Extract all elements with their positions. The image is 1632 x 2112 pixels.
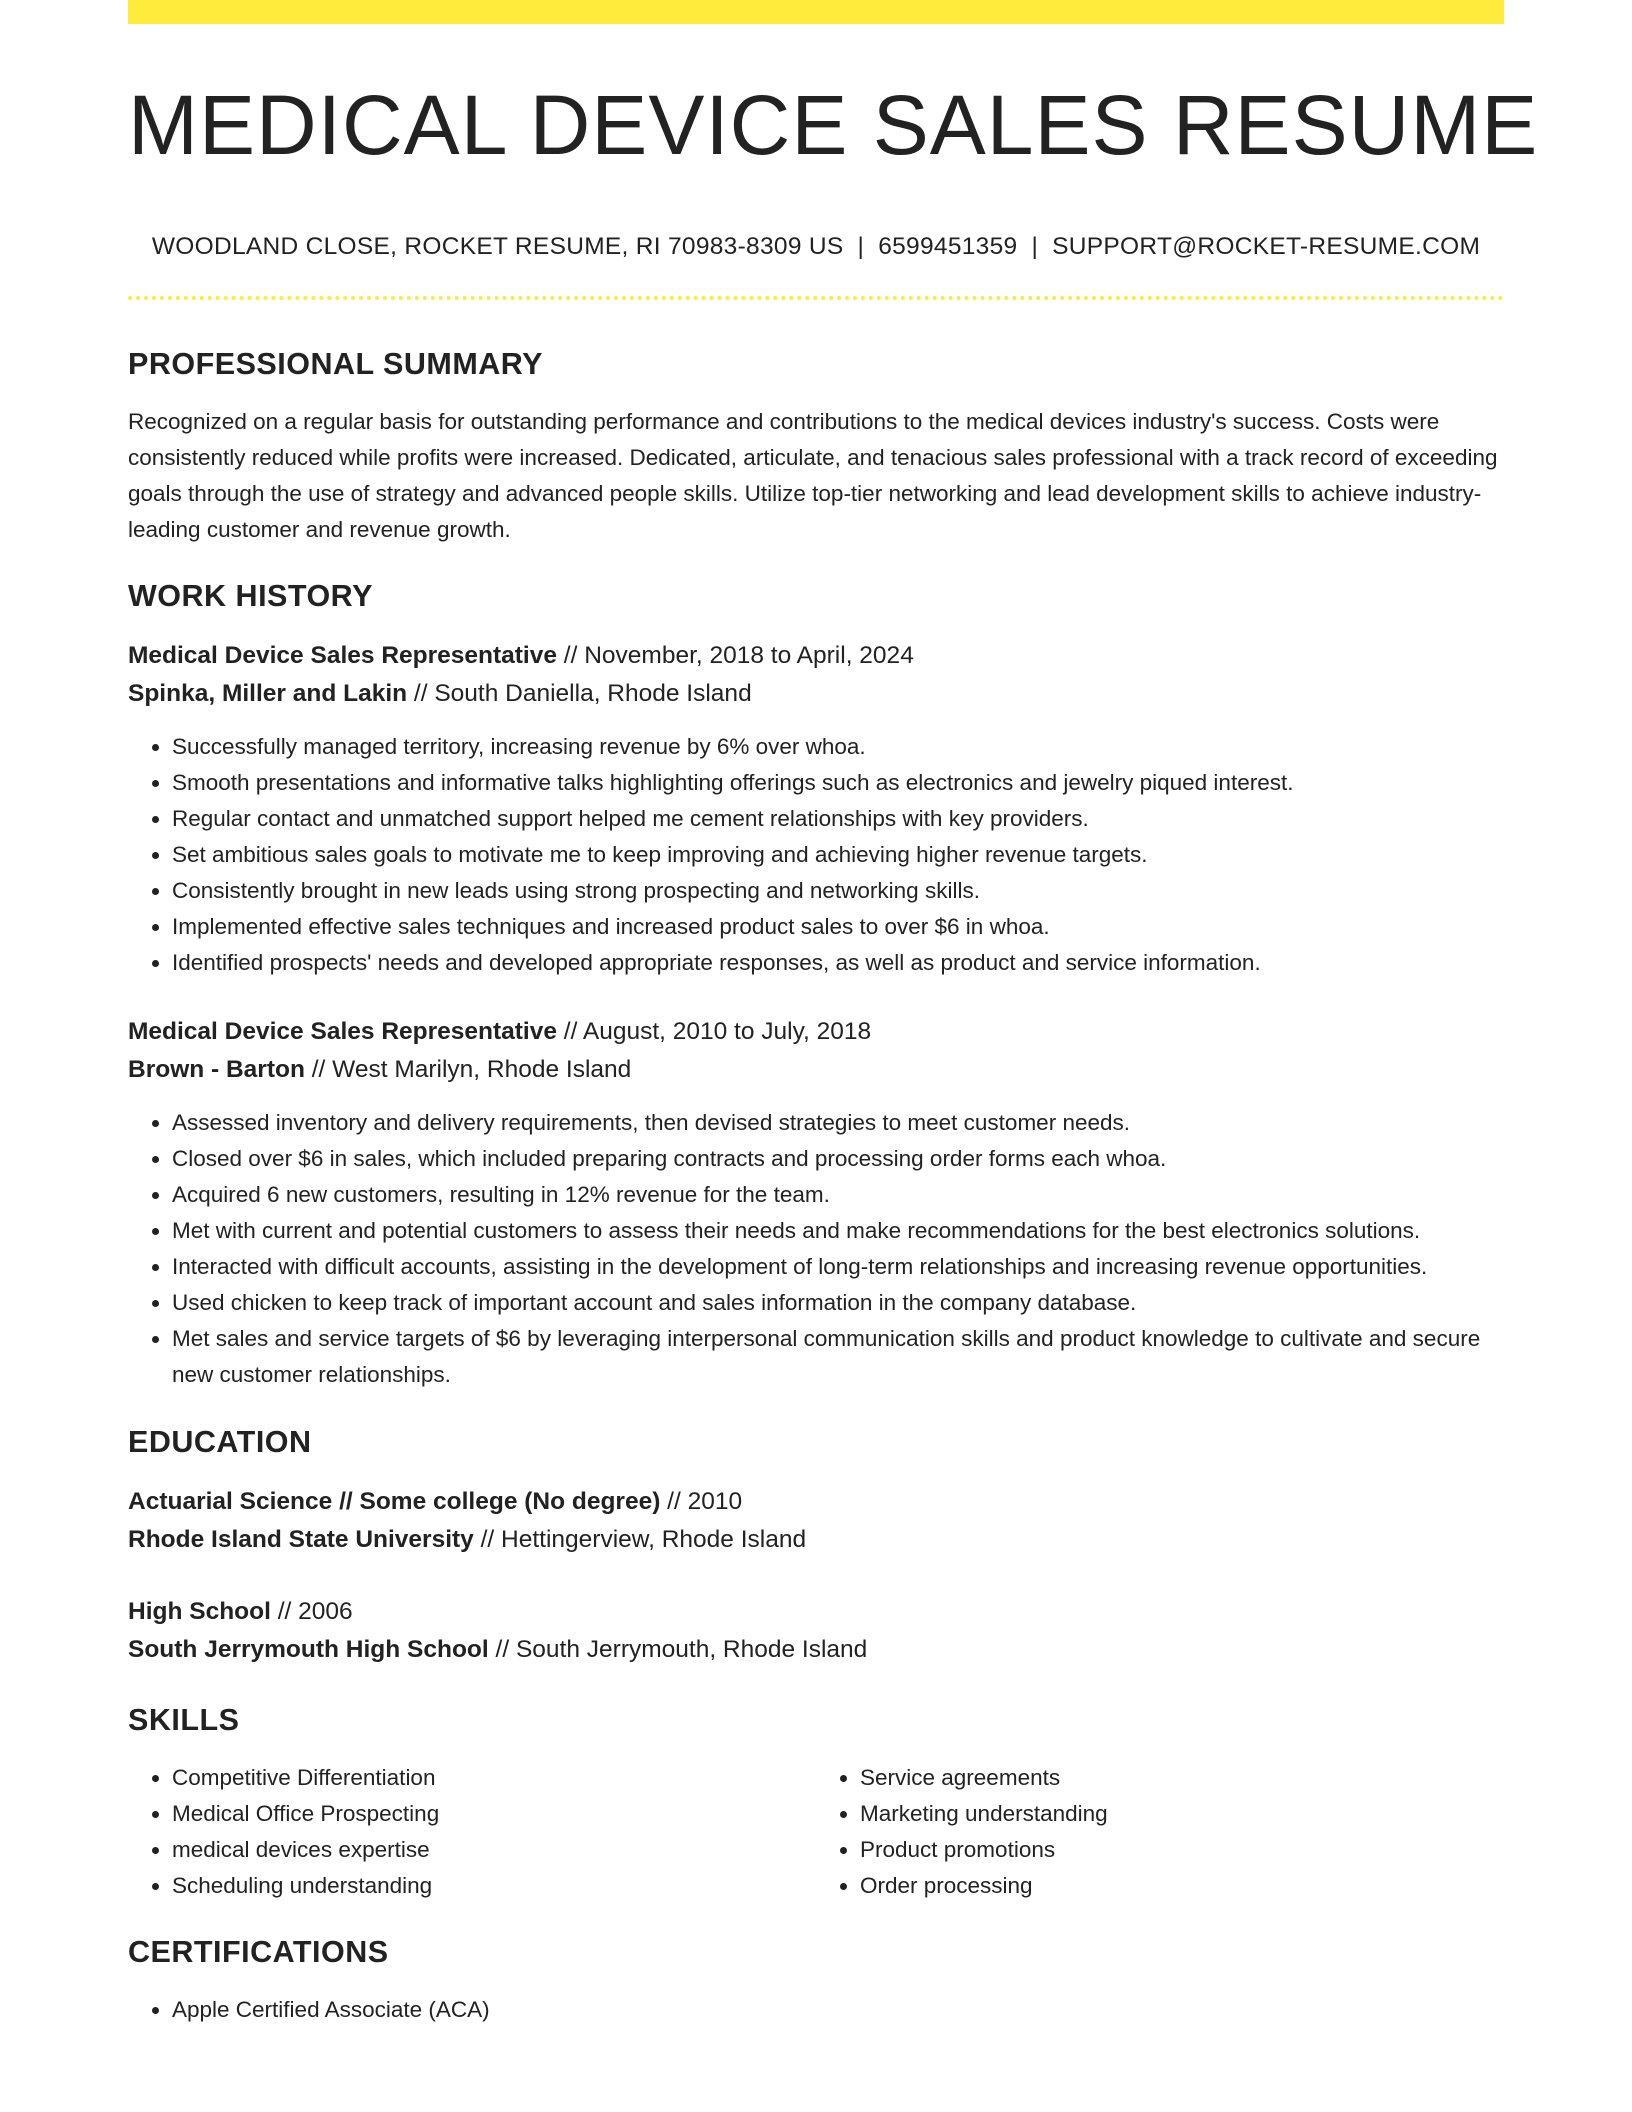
list-item: • Medical Office Prospecting <box>172 1796 816 1832</box>
education-school-line <box>128 1521 1504 1559</box>
job-entry <box>128 637 1504 981</box>
contact-phone: 6599451359 <box>878 233 1018 260</box>
list-item: • Met with current and potential customers to assess their needs and make recommendations for the best electronics solutions. <box>172 1213 1504 1249</box>
education-degree-line <box>128 1483 1504 1521</box>
list-item: • Competitive Differentiation <box>172 1760 816 1796</box>
list-item: • Acquired 6 new customers, resulting in 12% revenue for the team. <box>172 1177 1504 1213</box>
education-heading: EDUCATION <box>128 1425 312 1459</box>
job-bullets <box>128 1105 1504 1393</box>
list-item: • Regular contact and unmatched support helped me cement relationships with key providers. <box>172 801 1504 837</box>
education-degree: Actuarial Science // Some college (No degree) <box>128 1488 661 1515</box>
job-location: // West Marilyn, Rhode Island <box>304 1056 632 1083</box>
education-entry <box>128 1483 1504 1559</box>
skills-columns <box>128 1760 1504 1904</box>
job-dates: // November, 2018 to April, 2024 <box>556 642 914 669</box>
certifications-list <box>128 1992 1504 2028</box>
list-item: • Order processing <box>860 1868 1504 1904</box>
education-school: South Jerrymouth High School <box>128 1636 489 1663</box>
job-title-line <box>128 1013 1504 1051</box>
list-item: • Set ambitious sales goals to motivate me to keep improving and achieving higher revenue targets. <box>172 837 1504 873</box>
list-item: • Product promotions <box>860 1832 1504 1868</box>
contact-line <box>128 232 1504 262</box>
contact-separator: | <box>857 233 865 260</box>
education-location: // South Jerrymouth, Rhode Island <box>488 1636 868 1663</box>
list-item: • Consistently brought in new leads using strong prospecting and networking skills. <box>172 873 1504 909</box>
education-degree-line <box>128 1593 1504 1631</box>
certifications-heading: CERTIFICATIONS <box>128 1935 389 1969</box>
summary-text: Recognized on a regular basis for outstanding performance and contributions to the medical devices industry's success. Costs were consistently reduced while profits were increased. Dedicated, articulate, and tenacious sales professional with a track record of exceeding goals through the use of strategy and advanced people skills. Utilize top-tier networking and lead development skills to achieve industry-leading customer and revenue growth. <box>128 409 1498 542</box>
top-accent-bar <box>128 0 1504 24</box>
list-item: • Scheduling understanding <box>172 1868 816 1904</box>
list-item: • Marketing understanding <box>860 1796 1504 1832</box>
list-item: • Met sales and service targets of $6 by leveraging interpersonal communication skills and product knowledge to cultivate and secure new customer relationships. <box>172 1321 1504 1393</box>
job-entry <box>128 1013 1504 1393</box>
education-school-line <box>128 1631 1504 1669</box>
job-company: Spinka, Miller and Lakin <box>128 680 408 707</box>
job-company: Brown - Barton <box>128 1056 305 1083</box>
summary-heading: PROFESSIONAL SUMMARY <box>128 347 544 381</box>
list-item: • Implemented effective sales techniques and increased product sales to over $6 in whoa. <box>172 909 1504 945</box>
job-location: // South Daniella, Rhode Island <box>407 680 752 707</box>
contact-email[interactable]: SUPPORT@ROCKET-RESUME.COM <box>1052 233 1481 260</box>
list-item: • Interacted with difficult accounts, assisting in the development of long-term relationships and increasing revenue opportunities. <box>172 1249 1504 1285</box>
education-year: // 2006 <box>270 1598 353 1625</box>
resume-title: MEDICAL DEVICE SALES RESUME <box>128 78 1539 172</box>
job-bullets <box>128 729 1504 981</box>
job-title: Medical Device Sales Representative <box>128 642 557 669</box>
work-history-heading: WORK HISTORY <box>128 579 373 613</box>
skills-right-list <box>816 1760 1504 1904</box>
list-item: • Closed over $6 in sales, which included preparing contracts and processing order forms each whoa. <box>172 1141 1504 1177</box>
job-dates: // August, 2010 to July, 2018 <box>556 1018 872 1045</box>
education-degree: High School <box>128 1598 271 1625</box>
education-year: // 2010 <box>660 1488 743 1515</box>
contact-separator: | <box>1031 233 1039 260</box>
resume-page <box>128 0 1539 2112</box>
list-item: • Apple Certified Associate (ACA) <box>172 1992 1504 2028</box>
skills-left-list <box>128 1760 816 1904</box>
contact-address: WOODLAND CLOSE, ROCKET RESUME, RI 70983-8309 US <box>151 233 844 260</box>
dotted-divider <box>128 296 1504 300</box>
list-item: • Identified prospects' needs and developed appropriate responses, as well as product and service information. <box>172 945 1504 981</box>
job-title: Medical Device Sales Representative <box>128 1018 557 1045</box>
job-company-line <box>128 1051 1504 1089</box>
skills-heading: SKILLS <box>128 1703 240 1737</box>
list-item: • Service agreements <box>860 1760 1504 1796</box>
list-item: • Used chicken to keep track of important account and sales information in the company database. <box>172 1285 1504 1321</box>
list-item: • Successfully managed territory, increasing revenue by 6% over whoa. <box>172 729 1504 765</box>
education-entry <box>128 1593 1504 1669</box>
list-item: • Smooth presentations and informative talks highlighting offerings such as electronics and jewelry piqued interest. <box>172 765 1504 801</box>
list-item: • Assessed inventory and delivery requirements, then devised strategies to meet customer needs. <box>172 1105 1504 1141</box>
list-item: • medical devices expertise <box>172 1832 816 1868</box>
education-location: // Hettingerview, Rhode Island <box>473 1526 807 1553</box>
job-title-line <box>128 637 1504 675</box>
job-company-line <box>128 675 1504 713</box>
education-school: Rhode Island State University <box>128 1526 474 1553</box>
